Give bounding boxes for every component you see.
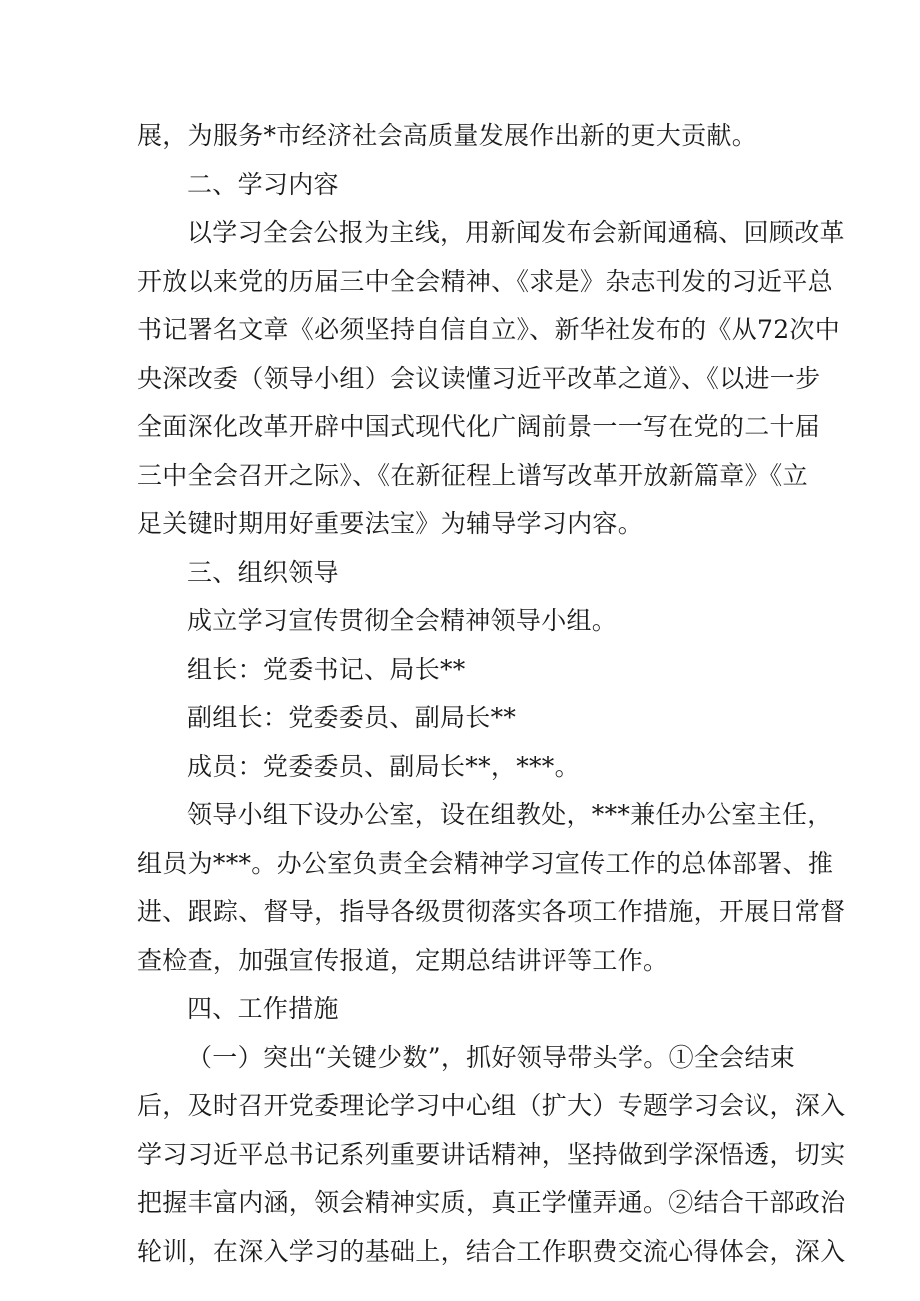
text-line: 央深改委（领导小组）会议读懂习近平改革之道》、《以进一步 bbox=[137, 363, 821, 393]
text-line: 三中全会召开之际》、《在新征程上谱写改革开放新篇章》《立 bbox=[137, 460, 808, 490]
text-line: 后，及时召开党委理论学习中心组（扩大）专题学习会议，深入 bbox=[137, 1091, 846, 1120]
text-line: 组长：党委书记、局长** bbox=[187, 654, 466, 684]
text-line: 足关键时期用好重要法宝》为辅导学习内容。 bbox=[137, 509, 644, 538]
text-line: 轮训，在深入学习的基础上，结合工作职费交流心得体会，深入 bbox=[137, 1236, 846, 1266]
text-line: 全面深化改革开辟中国式现代化广阔前景一一写在党的二十届 bbox=[137, 412, 821, 441]
text-line: 成立学习宣传贯彻全会精神领导小组。 bbox=[187, 606, 618, 635]
text-line: 进、跟踪、督导，指导各级贯彻落实各项工作措施，开展日常督 bbox=[137, 897, 846, 926]
text-line: 组员为***。办公室负责全会精神学习宣传工作的总体部署、推 bbox=[137, 848, 834, 878]
text-line: 副组长：党委委员、副局长** bbox=[187, 703, 517, 732]
text-line: 展，为服务*市经济社会高质量发展作出新的更大贡献。 bbox=[137, 121, 758, 150]
document-page bbox=[137, 112, 846, 1276]
section-heading-organization: 三、组织领导 bbox=[187, 557, 339, 587]
section-heading-work-measures: 四、工作措施 bbox=[187, 994, 339, 1023]
text-line: 书记署名文章《必须坚持自信自立》、新华社发布的《从72次中 bbox=[137, 315, 841, 344]
text-line: （一）突出“关键少数”，抓好领导带头学。①全会结束 bbox=[187, 1042, 796, 1072]
text-line: 把握丰富内涵，领会精神实质，真正学懂弄通。②结合干部政治 bbox=[137, 1188, 846, 1217]
text-line: 领导小组下设办公室，设在组教处，***兼任办公室主任， bbox=[187, 800, 833, 829]
section-heading-study-content: 二、学习内容 bbox=[187, 169, 339, 199]
text-line: 开放以来党的历届三中全会精神、《求是》杂志刊发的习近平总 bbox=[137, 266, 833, 296]
text-line: 以学习全会公报为主线，用新闻发布会新闻通稿、回顾改革 bbox=[187, 218, 845, 247]
text-line: 查检查，加强宣传报道，定期总结讲评等工作。 bbox=[137, 945, 669, 975]
text-line: 成员：党委委员、副局长**，***。 bbox=[187, 751, 580, 781]
text-line: 学习习近平总书记系列重要讲话精神，坚持做到学深悟透，切实 bbox=[137, 1139, 846, 1169]
